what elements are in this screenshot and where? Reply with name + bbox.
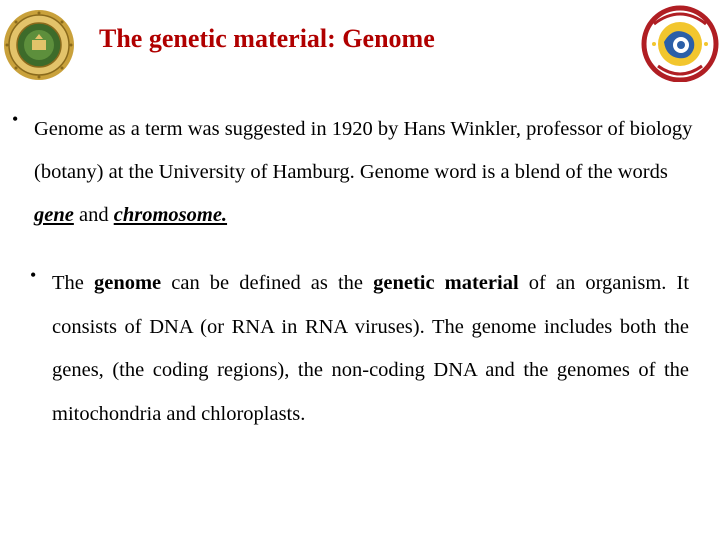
bullet-marker: • <box>30 265 37 285</box>
term-chromosome: chromosome. <box>113 204 228 226</box>
text-run: and <box>73 204 114 226</box>
paragraph-genome-definition <box>52 262 689 436</box>
text-run: of an organism. It consists of DNA (or RNA in RNA viruses). The genome includes both the genes, (the coding regions), the non-coding DNA and the genomes of the mitochondria and chloroplasts. <box>52 272 690 425</box>
term-genome: genome <box>93 272 162 294</box>
slide-title: The genetic material: Genome <box>99 24 435 53</box>
paragraph-genome-term <box>34 108 706 237</box>
university-seal-logo <box>2 8 76 82</box>
emblem-icon <box>640 2 720 82</box>
term-genetic-material: genetic material <box>373 272 519 294</box>
text-run: can be defined as the <box>161 272 374 294</box>
text-run: Genome as a term was suggested in 1920 by Hans Winkler, professor of biology (botany) at the University of Hamburg. Genome word is a blend of the words <box>34 118 693 183</box>
seal-icon <box>2 8 76 82</box>
text-run: The <box>52 272 94 294</box>
college-emblem-logo <box>640 2 720 82</box>
term-gene: gene <box>34 204 74 226</box>
bullet-marker: • <box>12 109 19 129</box>
